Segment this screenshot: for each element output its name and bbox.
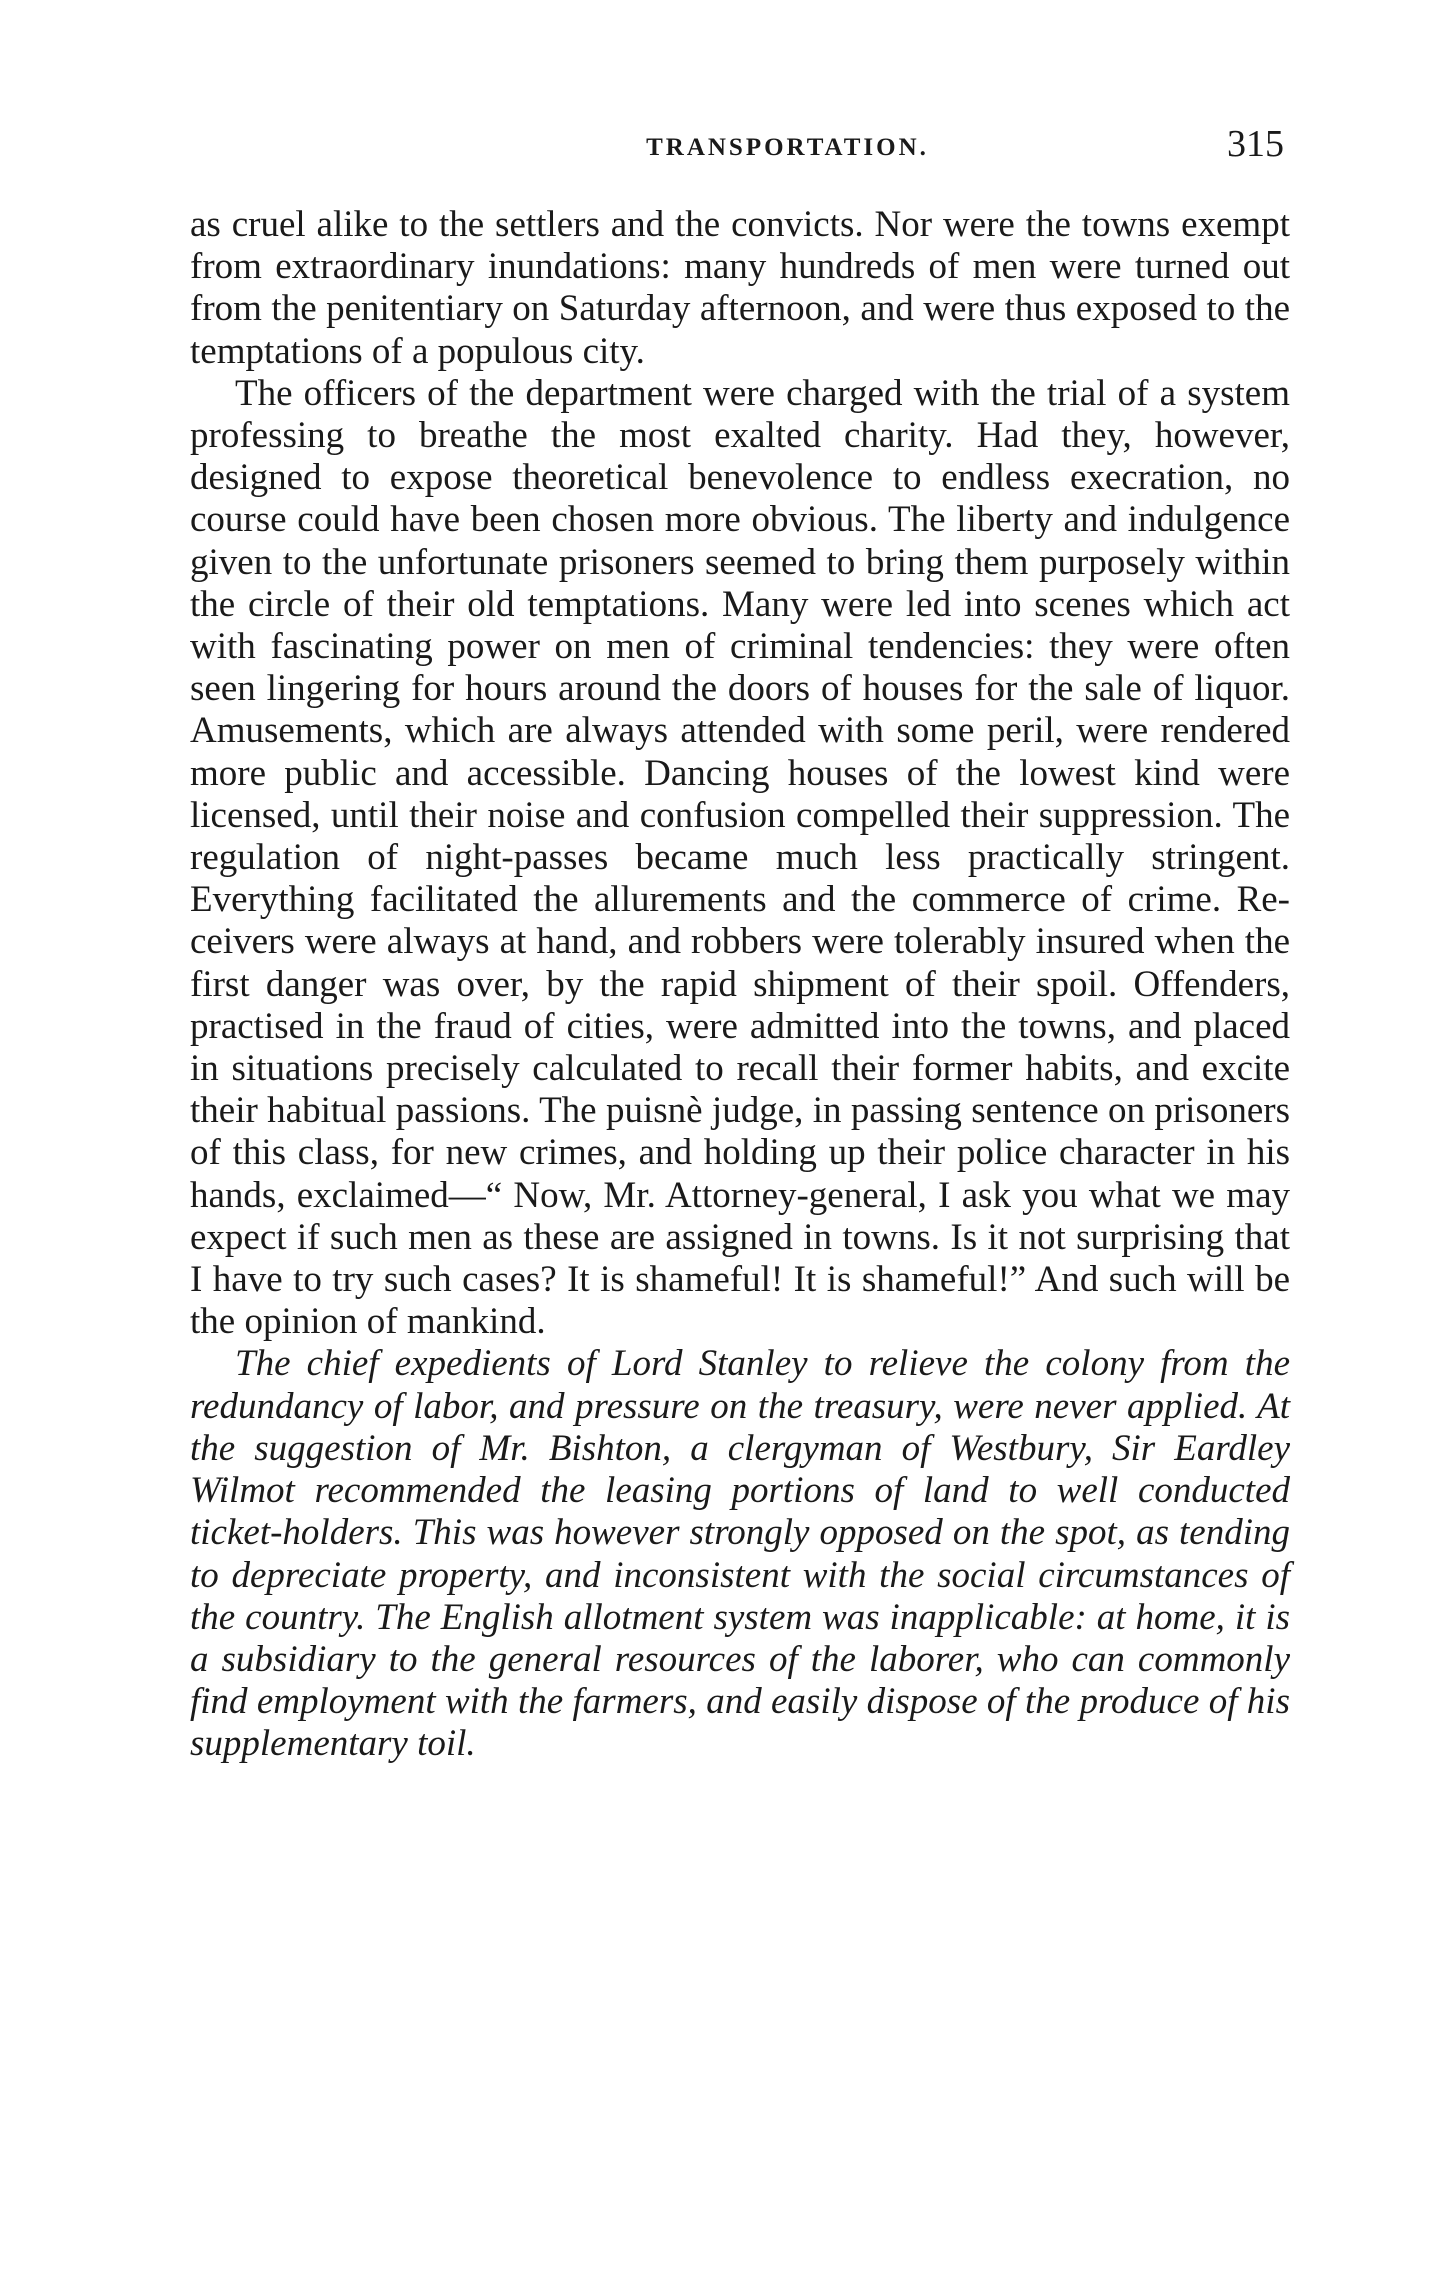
running-title: TRANSPORTATION. [646, 134, 929, 161]
body-text [190, 204, 1290, 1766]
running-head [190, 122, 1290, 172]
paragraph-lord-stanley: The chief expedients of Lord Stanley to relieve the colony from the redundancy of labor, and pressure on the treasury, were never applied. At the suggestion of Mr. Bishton, a clergyman of Westbury, Sir Eardley Wilmot recommended the leasing portions of land to well conducted ticket-holders. This was however strongly opposed on the spot, as tending to depreciate property, and inconsistent with the social circumstances of the country. The English allotment system was inapplicable: at home, it is a subsidiary to the general resources of the laborer, who can commonly find employment with the farmers, and easily dispose of the produce of his supplementary toil. [190, 1343, 1290, 1765]
paragraph-officers: The officers of the department were charged with the trial of a system professing to breathe the most exalted charity. Had they, however, designed to expose theoretical benevolence to endless execration, no course could have been chosen more obvious. The liberty and indulgence given to the unfortunate prisoners seemed to bring them purposely within the circle of their old temptations. Many were led into scenes which act with fascinating power on men of criminal tendencies: they were often seen lingering for hours around the doors of houses for the sale of liquor. Amusements, which are always attended with some peril, were rendered more public and accessible. Dancing houses of the lowest kind were licensed, until their noise and confusion compelled their suppression. The regulation of night-passes became much less practically stringent. Everything facilitated the allurements and the commerce of crime. Receivers were always at hand, and robbers were tolerably insured when the first danger was over, by the rapid shipment of their spoil. Offenders, practised in the fraud of cities, were admitted into the towns, and placed in situations precisely calculated to recall their former habits, and excite their habitual passions. The puisnè judge, in passing sentence on prisoners of this class, for new crimes, and holding up their police character in his hands, exclaimed—“ Now, Mr. Attorney-general, I ask you what we may expect if such men as these are assigned in towns. Is it not surprising that I have to try such cases? It is shameful! It is shameful!” And such will be the opinion of mankind. [190, 372, 1290, 1343]
page-number: 315 [1227, 123, 1284, 165]
paragraph-continuation: as cruel alike to the settlers and the convicts. Nor were the towns exempt from extraordinary inundations: many hundreds of men were turned out from the penitentiary on Saturday afternoon, and were thus exposed to the temptations of a populous city. [190, 204, 1290, 372]
